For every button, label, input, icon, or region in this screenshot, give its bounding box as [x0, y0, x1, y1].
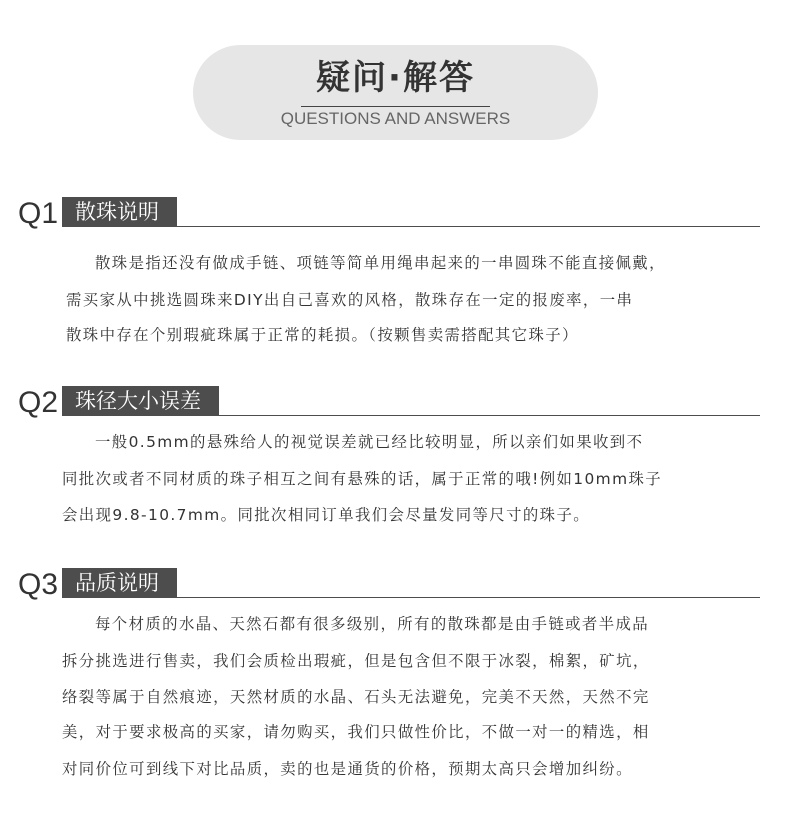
section-rule — [62, 597, 760, 598]
answer-line: 同批次或者不同材质的珠子相互之间有悬殊的话，属于正常的哦!例如10mm珠子 — [62, 470, 663, 488]
answer-line: 需买家从中挑选圆珠来DIY出自己喜欢的风格，散珠存在一定的报废率，一串 — [66, 291, 634, 309]
section-rule — [62, 226, 760, 227]
answer-line: 散珠中存在个别瑕疵珠属于正常的耗损。（按颗售卖需搭配其它珠子） — [66, 326, 579, 344]
answer-line: 美，对于要求极高的买家，请勿购买，我们只做性价比，不做一对一的精选，相 — [62, 723, 650, 741]
question-label: 散珠说明 — [62, 197, 177, 227]
page-title: 疑问·解答 — [316, 58, 475, 98]
header-banner — [193, 45, 598, 140]
question-label: 珠径大小误差 — [62, 386, 219, 416]
answer-line: 每个材质的水晶、天然石都有很多级别，所有的散珠都是由手链或者半成品 — [95, 615, 650, 633]
answer-line: 会出现9.8-10.7mm。同批次相同订单我们会尽量发同等尺寸的珠子。 — [62, 506, 591, 524]
section-rule — [62, 415, 760, 416]
title-underline — [301, 106, 490, 107]
answer-line: 拆分挑选进行售卖，我们会质检出瑕疵，但是包含但不限于冰裂，棉絮，矿坑， — [62, 652, 650, 670]
answer-line: 络裂等属于自然痕迹，天然材质的水晶、石头无法避免，完美不天然，天然不完 — [62, 688, 650, 706]
question-number: Q3 — [18, 568, 59, 601]
answer-line: 一般0.5mm的悬殊给人的视觉误差就已经比较明显，所以亲们如果收到不 — [95, 433, 644, 451]
question-number: Q2 — [18, 386, 59, 419]
answer-line: 对同价位可到线下对比品质，卖的也是通货的价格，预期太高只会增加纠纷。 — [62, 760, 633, 778]
answer-line: 散珠是指还没有做成手链、项链等简单用绳串起来的一串圆珠不能直接佩戴， — [95, 254, 666, 272]
question-label: 品质说明 — [62, 568, 177, 598]
page-subtitle: QUESTIONS AND ANSWERS — [280, 109, 511, 128]
question-number: Q1 — [18, 197, 59, 230]
